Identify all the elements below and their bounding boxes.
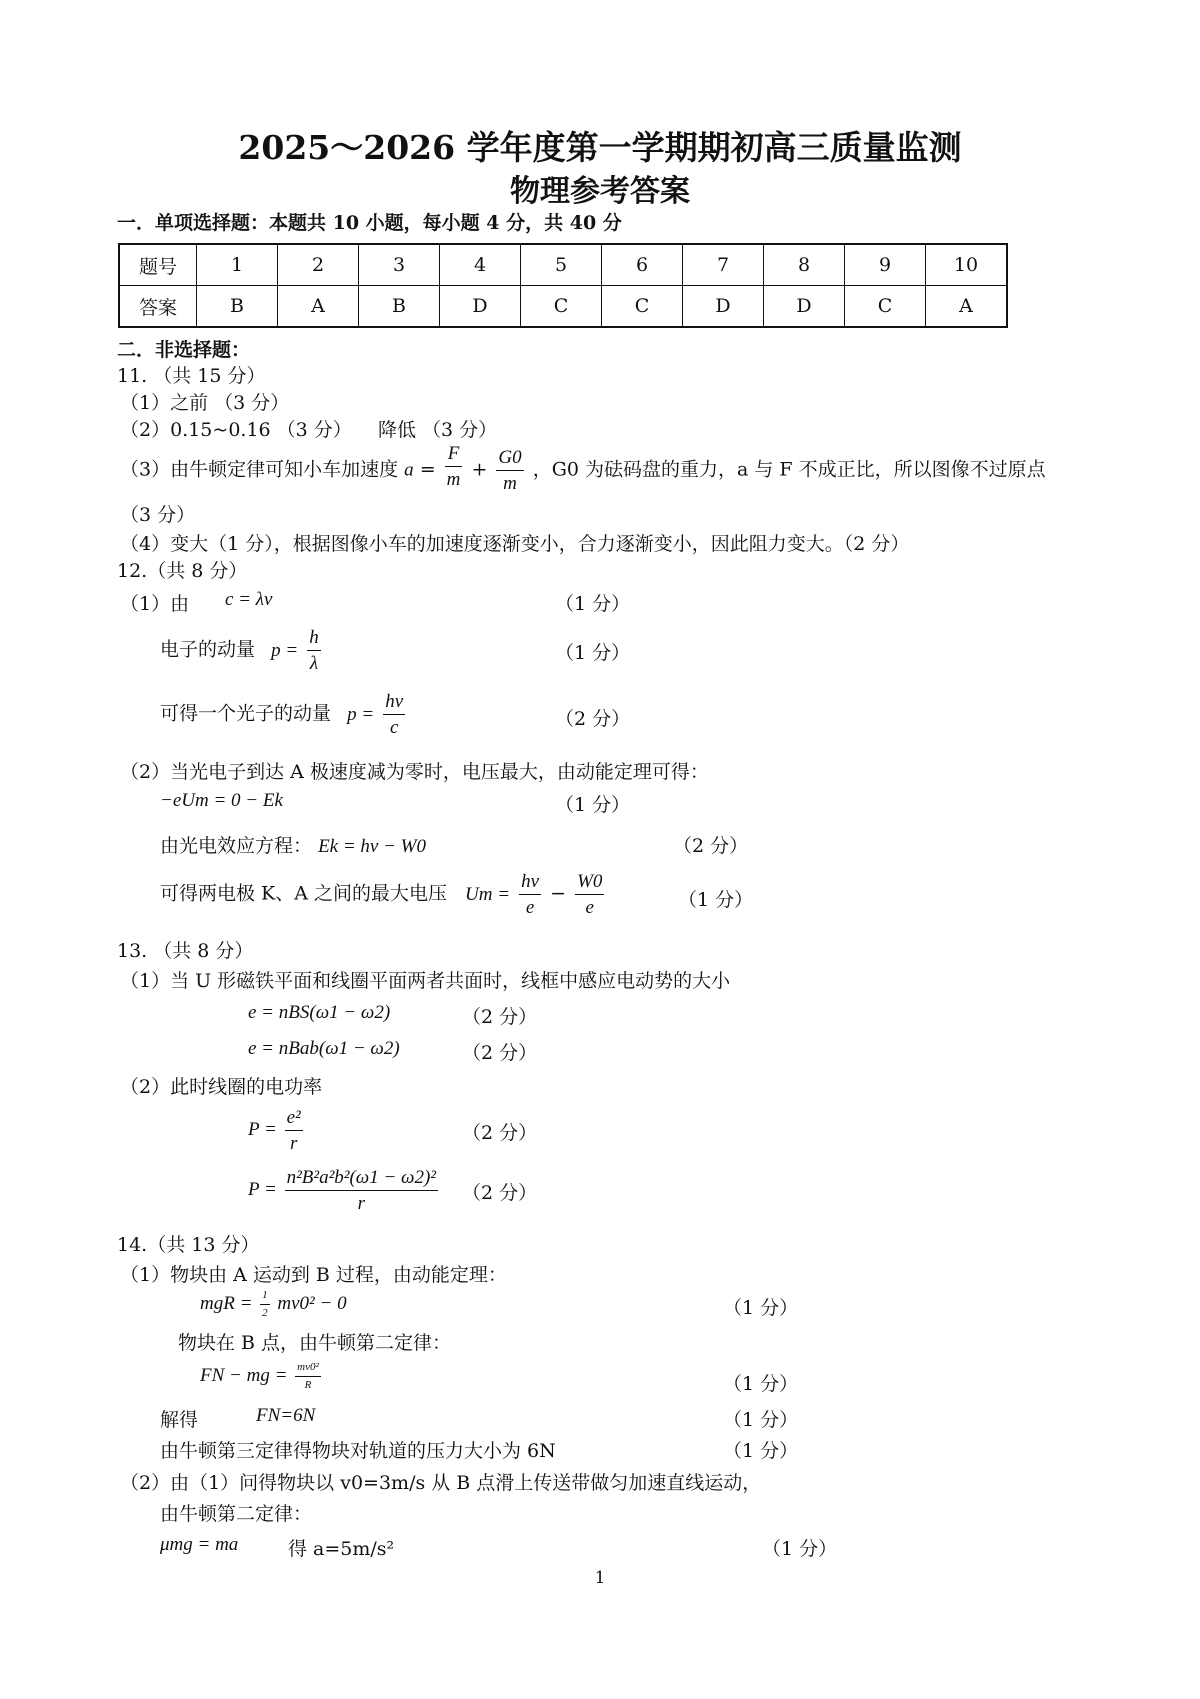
section-2-heading: 二．非选择题：	[117, 339, 251, 361]
q11-part4: （4）变大（1 分），根据图像小车的加速度逐渐变小，合力逐渐变小，因此阻力变大。（2 分）	[120, 533, 910, 555]
table-cell: A	[926, 286, 1008, 328]
frac-num: mv0²	[295, 1362, 321, 1377]
q14-eq9: μmg = ma	[160, 1534, 239, 1555]
frac-den: r	[357, 1193, 365, 1214]
q13-l5-lhs: P =	[248, 1118, 277, 1140]
frac-num: F	[445, 444, 463, 467]
frac-den: λ	[309, 653, 319, 674]
table-cell: 4	[440, 244, 521, 286]
q13-l6-lhs: P =	[248, 1178, 277, 1200]
table-cell: 10	[926, 244, 1008, 286]
table-cell: B	[197, 286, 278, 328]
q13-eq3: e = nBab(ω1 − ω2)	[248, 1038, 400, 1059]
q11-part3-text: （3）由牛顿定律可知小车加速度	[120, 458, 399, 481]
fraction-F-over-m	[445, 444, 463, 489]
row-label-number: 题号	[119, 244, 197, 286]
q12-eq6: Ek = hν − W0	[318, 836, 427, 857]
q14-line8: 由牛顿第二定律：	[160, 1503, 313, 1525]
page-subtitle: 物理参考答案	[510, 174, 690, 209]
frac-den: e	[585, 897, 594, 918]
q12-line2	[160, 628, 324, 673]
q12-score2: （1 分）	[555, 642, 631, 664]
fraction-e2-over-r	[285, 1108, 303, 1153]
q14-eq4	[200, 1362, 324, 1391]
q12-line6	[160, 831, 426, 858]
q12-l3-lhs: p =	[347, 703, 375, 725]
q14-line5: 解得	[160, 1409, 199, 1431]
answer-table	[118, 243, 1008, 328]
q14-score2: （1 分）	[723, 1297, 799, 1319]
table-cell: 2	[278, 244, 359, 286]
table-cell: A	[278, 286, 359, 328]
table-cell: 8	[764, 244, 845, 286]
q14-heading: 14.（共 13 分）	[117, 1234, 260, 1256]
minus-sign: −	[550, 882, 567, 905]
q13-heading: 13. （共 8 分）	[117, 940, 254, 962]
q13-score3: （2 分）	[462, 1042, 538, 1064]
q13-score5: （2 分）	[462, 1122, 538, 1144]
frac-num: h	[307, 628, 321, 651]
fraction-power	[285, 1168, 438, 1213]
q12-score3: （2 分）	[555, 708, 631, 730]
table-cell: 1	[197, 244, 278, 286]
q11-part3-rest: ，G0 为砝码盘的重力，a 与 F 不成正比，所以图像不过原点	[532, 458, 1046, 481]
q14-l2-lhs: mgR =	[200, 1292, 253, 1314]
q13-line1: （1）当 U 形磁铁平面和线圈平面两者共面时，线框中感应电动势的大小	[120, 970, 731, 992]
q11-part3-score: （3 分）	[120, 504, 196, 526]
frac-num: W0	[575, 872, 604, 895]
q14-score9: （1 分）	[762, 1538, 838, 1560]
frac-den: r	[289, 1133, 298, 1154]
q12-line3	[160, 692, 408, 737]
table-cell: D	[683, 286, 764, 328]
section-1-heading: 一．单项选择题：本题共 10 小题，每小题 4 分，共 40 分	[117, 212, 622, 234]
q14-line5-value: FN=6N	[256, 1405, 316, 1426]
fraction-hv-over-e	[519, 872, 541, 917]
q14-l2-rhs: mv0² − 0	[277, 1292, 347, 1314]
row-label-answer: 答案	[119, 286, 197, 328]
table-cell: C	[602, 286, 683, 328]
table-cell: 3	[359, 244, 440, 286]
q12-line1: （1）由	[120, 593, 190, 615]
table-cell: 6	[602, 244, 683, 286]
table-cell: 9	[845, 244, 926, 286]
frac-den: m	[446, 469, 461, 490]
q13-score6: （2 分）	[462, 1182, 538, 1204]
q14-line7: （2）由（1）问得物块以 v0=3m/s 从 B 点滑上传送带做匀加速直线运动，	[120, 1472, 762, 1494]
q12-l7-lhs: Um =	[465, 883, 511, 905]
plus-sign: +	[471, 458, 488, 481]
fraction-mv0sq-over-R	[295, 1362, 321, 1391]
q12-score5: （1 分）	[555, 794, 631, 816]
q11-heading: 11. （共 15 分）	[117, 365, 266, 387]
q12-eq5: −eUm = 0 − Ek	[160, 790, 283, 811]
page-number: 1	[594, 1568, 606, 1588]
q13-score2: （2 分）	[462, 1006, 538, 1028]
fraction-one-half	[260, 1290, 270, 1319]
fraction-G0-over-m	[496, 448, 523, 493]
frac-num: hν	[519, 872, 541, 895]
table-cell: C	[521, 286, 602, 328]
q12-line4: （2）当光电子到达 A 极速度减为零时，电压最大，由动能定理可得：	[120, 761, 709, 783]
frac-den: m	[503, 473, 517, 494]
q11-part3	[120, 443, 1046, 494]
q12-heading: 12.（共 8 分）	[117, 560, 248, 582]
symbol-a: a	[404, 459, 414, 481]
fraction-W0-over-e	[575, 872, 604, 917]
table-cell: D	[764, 286, 845, 328]
table-cell: 5	[521, 244, 602, 286]
table-row	[119, 244, 1007, 286]
q13-eq5	[248, 1108, 306, 1153]
q13-line4: （2）此时线圈的电功率	[120, 1076, 323, 1098]
q12-score7: （1 分）	[678, 889, 754, 911]
q12-line7	[160, 872, 607, 917]
q12-score1: （1 分）	[555, 593, 631, 615]
q12-line3-text: 可得一个光子的动量	[160, 702, 332, 725]
q11-part2-b: 降低 （3 分）	[378, 419, 498, 441]
table-cell: C	[845, 286, 926, 328]
table-cell: B	[359, 286, 440, 328]
q14-score5: （1 分）	[723, 1409, 799, 1431]
frac-num: n²B²a²b²(ω1 − ω2)²	[285, 1168, 438, 1191]
q12-line6-text: 由光电效应方程：	[160, 835, 313, 857]
q11-part2: （2）0.15~0.16 （3 分）	[120, 419, 352, 441]
q12-score6: （2 分）	[673, 835, 749, 857]
q14-score6: （1 分）	[723, 1440, 799, 1462]
frac-num: hν	[383, 692, 405, 715]
q14-line1: （1）物块由 A 运动到 B 过程，由动能定理：	[120, 1264, 507, 1286]
fraction-h-over-lambda	[307, 628, 321, 673]
q14-line6: 由牛顿第三定律得物块对轨道的压力大小为 6N	[160, 1440, 556, 1462]
q12-line2-text: 电子的动量	[160, 638, 256, 661]
q14-eq2	[200, 1290, 347, 1319]
fraction-hv-over-c	[383, 692, 405, 737]
frac-den: 2	[262, 1307, 268, 1319]
q12-line7-text: 可得两电极 K、A 之间的最大电压	[160, 882, 447, 905]
q13-eq6	[248, 1168, 441, 1213]
frac-den: R	[304, 1379, 312, 1391]
table-cell: 7	[683, 244, 764, 286]
table-cell: D	[440, 286, 521, 328]
table-row	[119, 286, 1007, 328]
frac-num: e²	[285, 1108, 303, 1131]
q12-l2-lhs: p =	[271, 639, 299, 661]
q14-score4: （1 分）	[723, 1373, 799, 1395]
frac-num: G0	[496, 448, 523, 471]
q14-result9: 得 a=5m/s²	[288, 1538, 395, 1560]
frac-den: e	[525, 897, 535, 918]
page-title: 2025～2026 学年度第一学期期初高三质量监测	[238, 128, 962, 167]
frac-den: c	[389, 717, 399, 738]
q11-part1: （1）之前 （3 分）	[120, 392, 290, 414]
q12-eq1: c = λν	[225, 589, 273, 610]
q13-eq2: e = nBS(ω1 − ω2)	[248, 1002, 391, 1023]
q14-line3: 物块在 B 点，由牛顿第二定律：	[178, 1332, 452, 1354]
frac-num: 1	[260, 1290, 270, 1305]
equals-sign: =	[419, 458, 436, 481]
q14-l4-lhs: FN − mg =	[200, 1364, 288, 1386]
